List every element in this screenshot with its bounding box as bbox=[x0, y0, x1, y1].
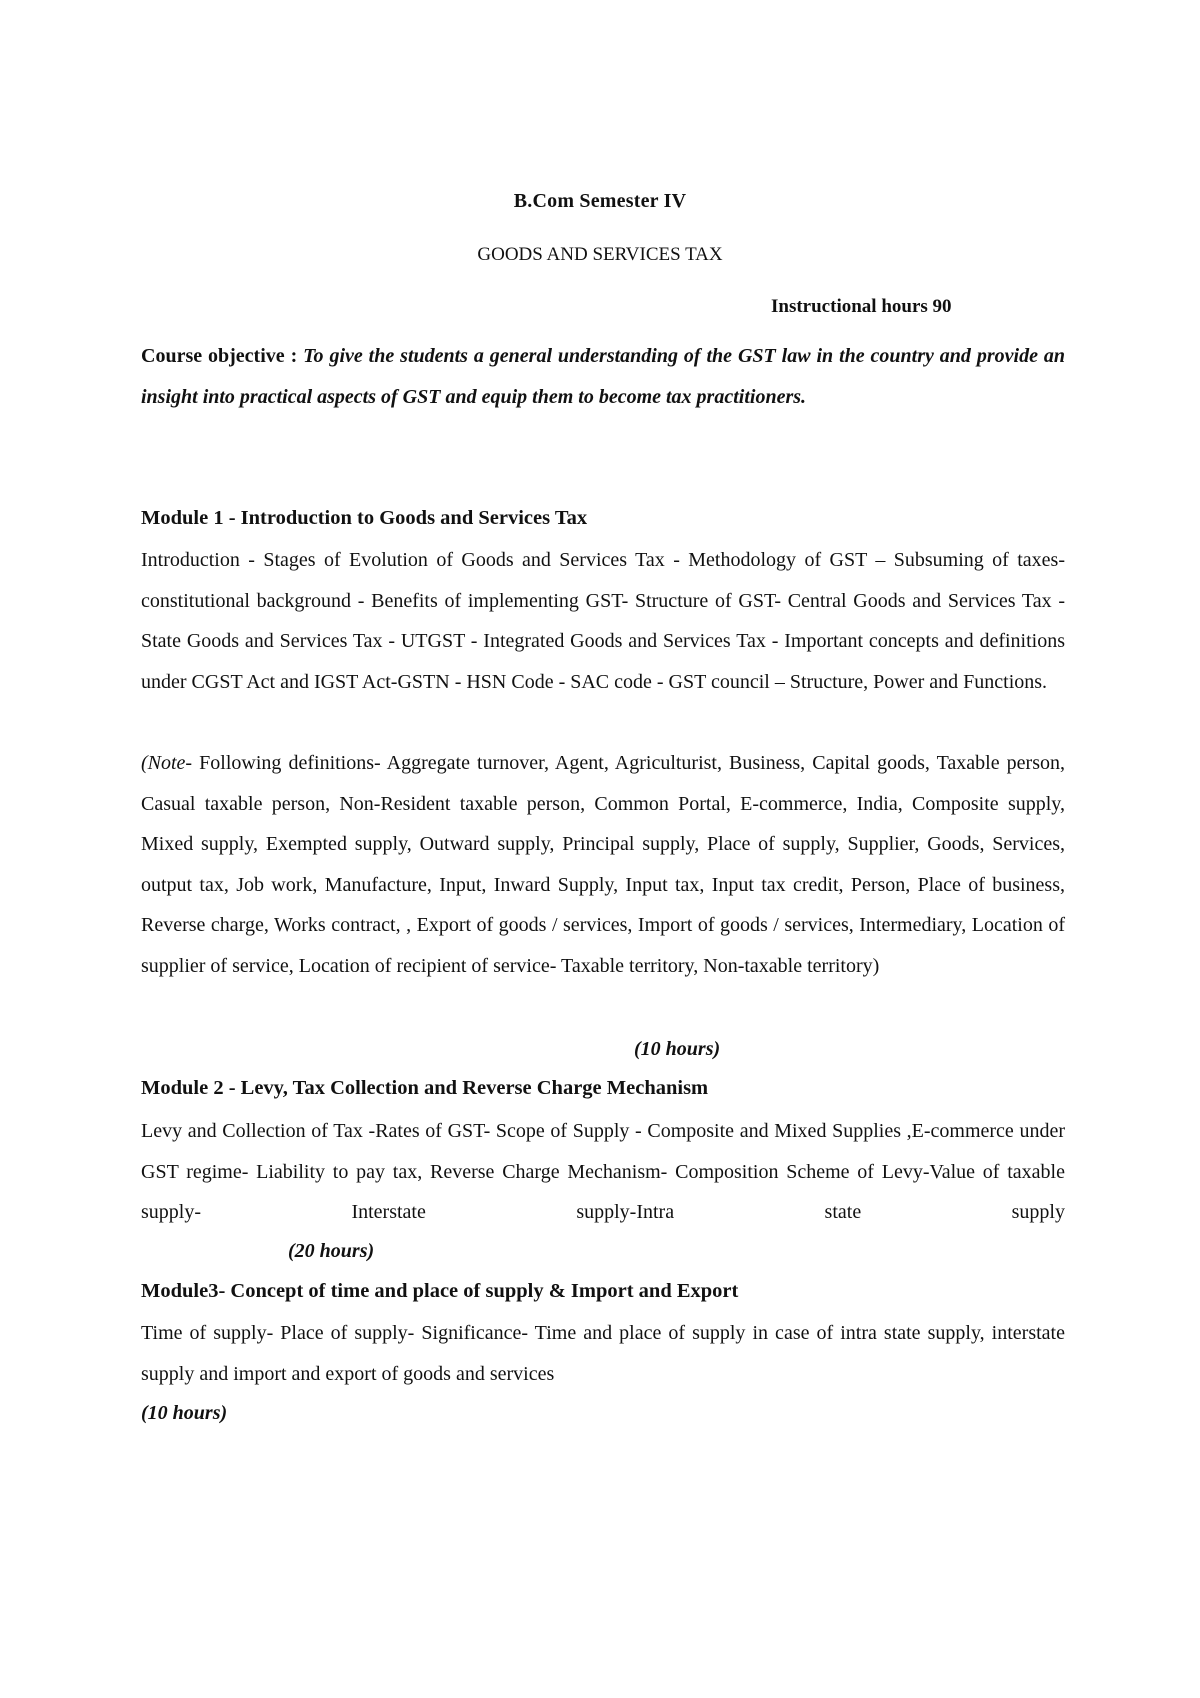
module-2-body: Levy and Collection of Tax -Rates of GST- Scope of Supply - Composite and Mixed Supplies ,E-commerce under GST regime- Liability to pay tax, Reverse Charge Mechanism- Composition Scheme of Levy-Value of taxable supply- Interstate supply-Intra state supply bbox=[141, 1120, 1065, 1224]
module-3-body: Time of supply- Place of supply- Significance- Time and place of supply in case of intra state supply, interstate supply and import and export of goods and services bbox=[141, 1322, 1065, 1385]
course-objective-text: To give the students a general understanding of the GST law in the country and provide an insight into practical aspects of GST and equip them to become tax practitioners. bbox=[141, 345, 1065, 408]
course-line: B.Com Semester IV bbox=[513, 190, 687, 212]
module-1-note-text: Following definitions- Aggregate turnover, Agent, Agriculturist, Business, Capital goods, Taxable person, Casual taxable person, Non-Resident taxable person, Common Portal, E-commerce, India, Composite supply, Mixed supply, Exempted supply, Outward supply, Principal supply, Place of supply, Supplier, Goods, Services, output tax, Job work, Manufacture, Input, Inward Supply, Input tax, Input tax credit, Person, Place of business, Reverse charge, Works contract, , Export of goods / services, Import of goods / services, Intermediary, Location of supplier of service, Location of recipient of service- Taxable territory, Non-taxable territory) bbox=[141, 752, 1065, 977]
course-objective-label: Course objective : bbox=[141, 345, 304, 367]
course-title: GOODS AND SERVICES TAX bbox=[477, 244, 723, 265]
module-2-heading: Module 2 - Levy, Tax Collection and Reverse Charge Mechanism bbox=[141, 1077, 709, 1099]
instructional-hours: Instructional hours 90 bbox=[771, 296, 952, 317]
module-1-body: Introduction - Stages of Evolution of Goods and Services Tax - Methodology of GST – Subsuming of taxes- constitutional background - Benefits of implementing GST- Structure of GST- Central Goods and Services Tax - State Goods and Services Tax - UTGST - Integrated Goods and Services Tax - Important concepts and definitions under CGST Act and IGST Act-GSTN - HSN Code - SAC code - GST council – Structure, Power and Functions. bbox=[141, 549, 1065, 693]
module-1-note bbox=[141, 743, 1065, 987]
module-1-note-prefix: (Note- bbox=[141, 752, 193, 774]
module-3-heading: Module3- Concept of time and place of supply & Import and Export bbox=[141, 1280, 739, 1302]
module-3-hours: (10 hours) bbox=[141, 1402, 228, 1424]
module-2-hours: (20 hours) bbox=[288, 1240, 375, 1262]
module-1-heading: Module 1 - Introduction to Goods and Services Tax bbox=[141, 507, 588, 529]
module-1-hours: (10 hours) bbox=[634, 1038, 721, 1060]
course-objective bbox=[141, 336, 1065, 417]
